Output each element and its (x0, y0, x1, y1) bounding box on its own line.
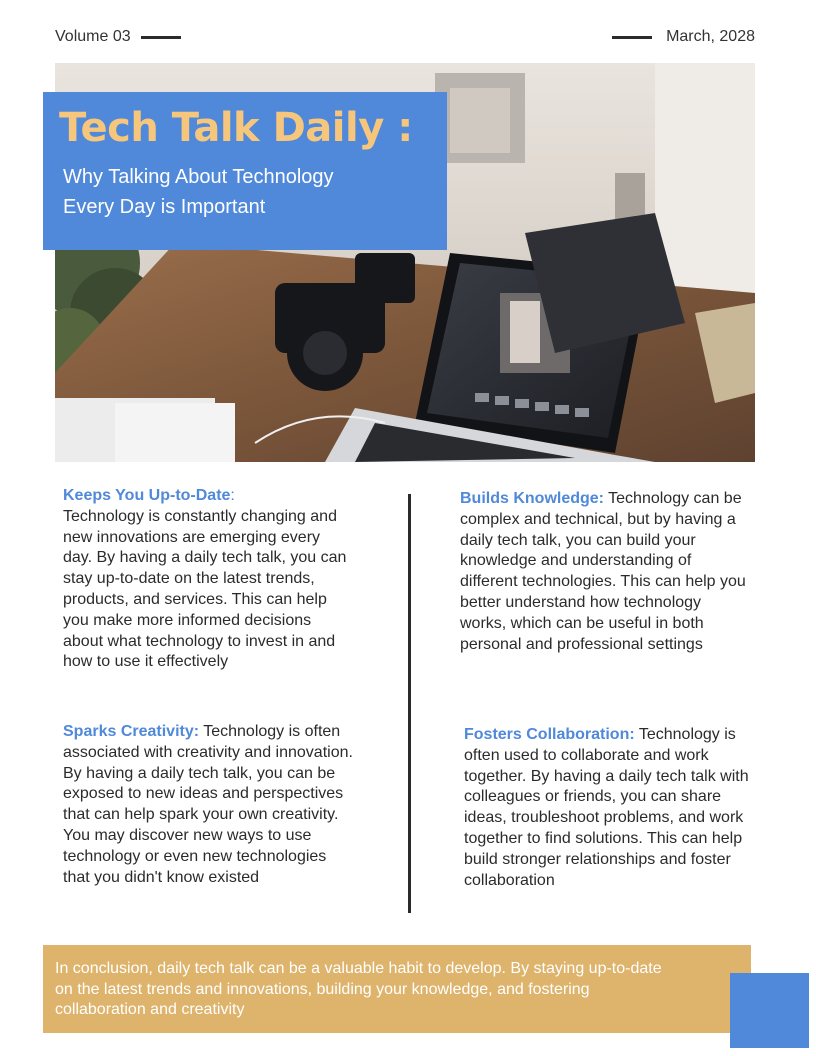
section-body: Technology is often used to collaborate and work together. By having a daily tech talk with colleagues or friends, you can share ideas, troubleshoot problems, and work together to find solutions. This can help build stronger relationships and foster collaboration (464, 726, 749, 889)
section-heading: Builds Knowledge: (460, 490, 604, 507)
heading-colon: : (230, 487, 235, 504)
subtitle-line-2: Every Day is Important (63, 196, 266, 218)
section-heading: Fosters Collaboration: (464, 726, 635, 743)
section-builds-knowledge (460, 489, 750, 655)
section-sparks-creativity (63, 722, 353, 888)
section-body: Technology can be complex and technical, but by having a daily tech talk, you can build your knowledge and understanding of different technologies. This can help you better understand how technology works, which can be useful in both personal and professional settings (460, 490, 746, 653)
header-rule-left (141, 36, 181, 39)
conclusion-banner (43, 945, 751, 1033)
decorative-square (730, 973, 809, 1048)
section-heading: Sparks Creativity: (63, 723, 200, 740)
date-label-wrap (612, 28, 755, 46)
newsletter-title: Tech Talk Daily : (59, 105, 413, 151)
subtitle-line-1: Why Talking About Technology (63, 166, 334, 188)
newsletter-subtitle (63, 162, 431, 222)
conclusion-text: In conclusion, daily tech talk can be a valuable habit to develop. By staying up-to-date on the latest trends and innovations, building your knowledge, and fostering collaboration and creativity (55, 960, 662, 1018)
section-keeps-up-to-date (63, 486, 353, 673)
volume-label-wrap (55, 28, 181, 46)
section-heading: Keeps You Up-to-Date (63, 487, 231, 504)
header-rule-right (612, 36, 652, 39)
section-fosters-collaboration (464, 725, 756, 891)
title-banner (43, 92, 447, 250)
section-body: Technology is often associated with creativity and innovation. By having a daily tech talk, you can be exposed to new ideas and perspectives that can help spark your own creativity. You may discover new ways to use technology or even new technologies that you didn't know existed (63, 723, 353, 886)
section-body: Technology is constantly changing and new innovations are emerging every day. By having a daily tech talk, you can stay up-to-date on the latest trends, products, and services. This can help you make more informed decisions about what technology to invest in and how to use it effectively (63, 507, 347, 671)
volume-label: Volume 03 (55, 28, 131, 45)
column-divider (408, 494, 411, 913)
date-label: March, 2028 (666, 28, 755, 45)
